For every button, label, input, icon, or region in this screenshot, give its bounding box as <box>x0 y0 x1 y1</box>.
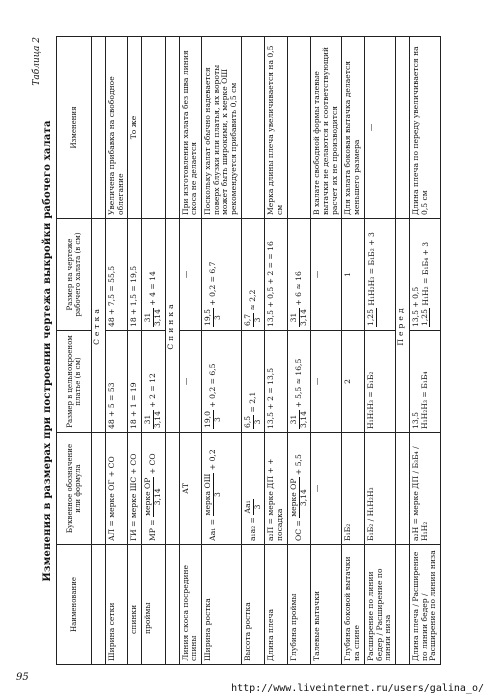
cell-coat: 18 + 1,5 = 19,5 <box>128 219 142 331</box>
fraction: 1,25 <box>419 309 429 326</box>
cell-dress: Н₁Н₂Н₃ = Б₁Б₂ <box>364 331 395 433</box>
cell-letter: Б₁Б₂ / Н₁Н₂Н₃ <box>364 433 395 545</box>
fraction: 1,25 <box>365 309 375 326</box>
fraction: 6,7 3 <box>242 313 262 326</box>
cell-name: Глубина проймы <box>287 545 310 665</box>
cell-letter: а₂П = мерке ДП + + посадка <box>265 433 287 545</box>
fraction: 19,0 3 <box>203 411 222 428</box>
fraction: 31 3,14 <box>143 411 162 428</box>
cell-name: Линия скоса посредине спины <box>179 545 201 665</box>
table-row <box>364 37 395 665</box>
page-number: 95 <box>16 672 29 683</box>
cell-dress: 13,5 + 2 = 13,5 <box>265 331 287 433</box>
header-coat: Размер на чертеже рабочего халата (в см) <box>57 219 92 331</box>
fraction: 6,5 3 <box>242 415 262 428</box>
table-row <box>287 37 310 665</box>
cell-letter: Аа₁ = мерка ОШ 3 + 0,2 <box>202 433 242 545</box>
fraction: 31 3,14 <box>288 309 308 326</box>
table-caption: Изменения в размерах при построении чертежа выкройки рабочего халата <box>42 120 53 582</box>
cell-coat: 13,5 + 0,5 1,25 Н₁Н₂ = Б₁Б₄ + 3 <box>409 219 440 331</box>
cell-name: Высота ростка <box>241 545 264 665</box>
cell-name: Ширина сетки <box>106 545 128 665</box>
cell-name: проймы <box>142 545 165 665</box>
cell-coat: 19,5 3 + 0,2 = 6,7 <box>202 219 242 331</box>
cell-name: Длина плеча / Расширение по линии бедер / Расширение по линии низа <box>409 545 440 665</box>
cell-letter: АТ <box>179 433 201 545</box>
cell-coat: 48 + 7,5 = 55,5 <box>106 219 128 331</box>
cell-name: спинки <box>128 545 142 665</box>
header-dress: Размер в цельнокроеном платье (в см) <box>57 331 92 433</box>
cell-letter: ГИ = мерке ШС + СО <box>128 433 142 545</box>
fraction: 31 3,14 <box>143 309 162 326</box>
cell-dress: 13,5 Н₁Н₂Н₃ = Б₁Б₄ <box>409 331 440 433</box>
footer-url: http://www.liveinternet.ru/users/galina_o/ <box>231 683 484 694</box>
table-row <box>311 37 342 665</box>
cell-change: Для халата боковая вытачка делается меньшего размера <box>342 37 364 219</box>
table-row <box>142 37 165 665</box>
fraction: Аа₁ 3 <box>242 500 262 514</box>
section-row <box>395 37 409 665</box>
cell-letter: МР = мерке ОР 3,14 + СО <box>142 433 165 545</box>
fraction: 19,5 3 <box>203 309 222 326</box>
fraction: мерке ОР 3,14 <box>288 478 308 517</box>
cell-name: Глубина боковой вытачки на спине <box>342 545 364 665</box>
cell-coat: 1,25 Н₁Н₂Н₃ = Б₁Б₂ + 3 <box>364 219 395 331</box>
cell-coat: 31 3,14 + 6 ≈ 16 <box>287 219 310 331</box>
section-row <box>92 37 106 665</box>
cell-name: Длина плеча <box>265 545 287 665</box>
cell-coat: — <box>311 219 342 331</box>
table-number: Таблица 2 <box>32 37 42 86</box>
cell-coat: 1 <box>342 219 364 331</box>
cell-letter: а₂Н = мерке ДП / Б₃Б₄ / Н₁Н₂ <box>409 433 440 545</box>
table-row <box>409 37 440 665</box>
cell-letter: — <box>311 433 342 545</box>
table-row <box>342 37 364 665</box>
changes-table <box>56 36 441 665</box>
rotated-table-block <box>32 37 474 665</box>
cell-dress: 31 3,14 + 2 = 12 <box>142 331 165 433</box>
cell-coat: 31 3,14 + 4 = 14 <box>142 219 165 331</box>
section-pered: Перед <box>395 219 409 433</box>
section-setka: Сетка <box>92 219 106 433</box>
cell-letter: а₁а₂ = Аа₁ 3 <box>241 433 264 545</box>
cell-change: При изготовлении халата без шва линия скоса не делается <box>179 37 201 219</box>
cell-dress: 31 3,14 + 5,5 ≈ 16,5 <box>287 331 310 433</box>
cell-change: Поскольку халат обычно надевается поверх блузки или платья, их вороты может быть широкими, к мерке ОШ рекомендуется прибавить 0,5 см <box>202 37 242 219</box>
cell-change: — <box>364 37 395 219</box>
cell-dress: — <box>311 331 342 433</box>
cell-dress: 19,0 3 + 0,2 = 6,5 <box>202 331 242 433</box>
cell-dress: — <box>179 331 201 433</box>
cell-dress: 18 + 1 = 19 <box>128 331 142 433</box>
cell-letter: АЛ = мерке ОГ + СО <box>106 433 128 545</box>
cell-dress: 48 + 5 = 53 <box>106 331 128 433</box>
table-row <box>179 37 201 665</box>
cell-change: Длина плеча по переду увеличивается на 0,5 см <box>409 37 440 219</box>
fraction: 31 3,14 <box>288 411 308 428</box>
cell-coat: — <box>179 219 201 331</box>
table-row <box>265 37 287 665</box>
table-row <box>202 37 242 665</box>
header-name: Наименование <box>57 545 92 665</box>
table-row <box>241 37 264 665</box>
header-letter: Буквенное обозначение или формула <box>57 433 92 545</box>
section-row <box>165 37 179 665</box>
fraction: мерке ОР 3,14 <box>143 477 162 516</box>
cell-letter: Б₁Б₂ <box>342 433 364 545</box>
cell-change: То же <box>128 37 142 219</box>
header-row <box>57 37 92 665</box>
header-changes: Изменения <box>57 37 92 219</box>
cell-name: Талевые вытачки <box>311 545 342 665</box>
cell-name: Расширение по линии бедер / Расширение по линии низа <box>364 545 395 665</box>
cell-change: Увеличена прибавка на свободное облегание <box>106 37 128 219</box>
fraction: мерка ОШ 3 <box>203 473 222 516</box>
cell-letter: ОС = мерке ОР 3,14 + 5,5 <box>287 433 310 545</box>
cell-name: Ширина ростка <box>202 545 242 665</box>
section-spinka: Спинка <box>165 219 179 433</box>
cell-coat: 13,5 + 0,5 + 2 = = 16 <box>265 219 287 331</box>
cell-coat: 6,7 3 ≈ 2,2 <box>241 219 264 331</box>
cell-dress: 6,5 3 = 2,1 <box>241 331 264 433</box>
cell-change: Мерка длины плеча увеличивается на 0,5 см <box>265 37 287 219</box>
cell-change: В халате свободной формы талевые вытачки не делаются и соответствующий расчет их не производится <box>311 37 342 219</box>
cell-dress: 2 <box>342 331 364 433</box>
table-row <box>106 37 128 665</box>
table-row <box>128 37 142 665</box>
